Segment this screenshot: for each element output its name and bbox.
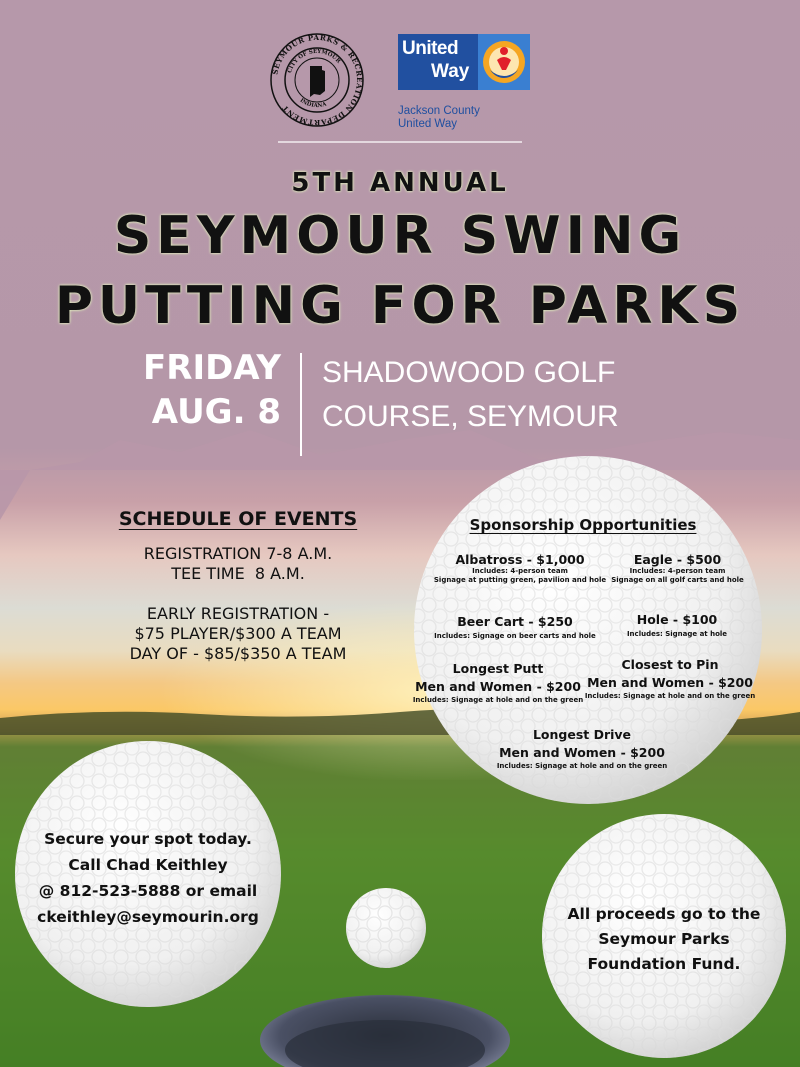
albatross-title: Albatross - $1,000 (455, 552, 585, 567)
albatross-signage: Signage at putting green, pavilion and hole (433, 576, 607, 584)
contact-phone[interactable]: @ 812-523-5888 or email (38, 882, 258, 900)
longest-putt-title: Longest Putt (452, 661, 544, 676)
schedule-registration: REGISTRATION 7-8 A.M. (143, 544, 333, 563)
longest-drive-title: Longest Drive (532, 727, 632, 742)
sponsor-longest-putt (412, 660, 584, 705)
closest-pin-title: Closest to Pin (621, 657, 719, 672)
seal-inner-top: CITY OF SEYMOUR (286, 48, 342, 74)
proceeds-line1: All proceeds go to the (567, 905, 761, 923)
schedule-section (60, 508, 416, 664)
united-way-wordmark-line2: Way (431, 61, 470, 82)
longest-putt-category: Men and Women - $200 (415, 679, 581, 694)
seal-inner-bottom: INDIANA (298, 97, 328, 110)
sponsor-closest-pin (584, 656, 756, 701)
indiana-state-icon (310, 66, 325, 97)
edition-label: 5TH ANNUAL (291, 168, 509, 198)
schedule-early-line1: EARLY REGISTRATION - (146, 604, 330, 623)
longest-drive-includes: Includes: Signage at hole and on the green (496, 762, 668, 770)
sponsor-albatross (430, 552, 610, 585)
sponsor-longest-drive (496, 726, 668, 771)
beer-cart-title: Beer Cart - $250 (457, 614, 573, 629)
beer-cart-includes: Includes: Signage on beer carts and hole (434, 632, 596, 640)
closest-pin-includes: Includes: Signage at hole and on the green (584, 692, 756, 700)
schedule-tee-time: TEE TIME 8 A.M. (171, 564, 305, 583)
helping-hand-icon (478, 34, 530, 90)
seymour-parks-logo (270, 33, 364, 127)
hole-includes: Includes: Signage at hole (626, 630, 728, 638)
schedule-day-of: DAY OF - $85/$350 A TEAM (129, 644, 347, 663)
seal-icon (270, 33, 364, 127)
hole-title: Hole - $100 (636, 612, 718, 627)
contact-line1: Secure your spot today. (44, 830, 252, 848)
title-line-1: SEYMOUR SWING (113, 206, 687, 266)
title-line-2: PUTTING FOR PARKS (54, 276, 746, 336)
eagle-signage: Signage on all golf carts and hole (611, 576, 744, 584)
contact-email[interactable]: ckeithley@seymourin.org (37, 908, 259, 926)
united-way-symbol-box (478, 34, 530, 90)
proceeds-note (548, 902, 780, 977)
albatross-includes: Includes: 4-person team (472, 567, 568, 575)
event-venue-line2: COURSE, SEYMOUR (322, 400, 619, 433)
contact-line2: Call Chad Keithley (68, 856, 228, 874)
proceeds-line3: Foundation Fund. (587, 955, 741, 973)
contact-info (20, 826, 276, 930)
schedule-early-line2: $75 PLAYER/$300 A TEAM (134, 624, 342, 643)
proceeds-line2: Seymour Parks (598, 930, 730, 948)
united-way-wordmark-line1: United (402, 38, 459, 59)
event-date: AUG. 8 (151, 392, 281, 432)
event-day: FRIDAY (143, 348, 281, 388)
schedule-heading: SCHEDULE OF EVENTS (118, 508, 358, 530)
seal-outer-text: SEYMOUR PARKS & RECREATION DEPARTMENT (270, 33, 364, 127)
united-way-logo (398, 34, 530, 90)
united-way-sub-line2: United Way (398, 118, 458, 130)
sponsor-hole (612, 612, 742, 639)
sponsor-beer-cart (420, 614, 610, 641)
longest-putt-includes: Includes: Signage at hole and on the green (412, 696, 584, 704)
sponsorship-heading: Sponsorship Opportunities (469, 516, 697, 534)
sponsor-eagle (610, 552, 745, 585)
united-way-wordmark-box (398, 34, 478, 90)
longest-drive-category: Men and Women - $200 (499, 745, 665, 760)
svg-text:INDIANA (299, 98, 328, 109)
event-venue-line1: SHADOWOOD GOLF (322, 356, 616, 389)
closest-pin-category: Men and Women - $200 (587, 675, 753, 690)
united-way-sub-line1: Jackson County (398, 105, 480, 117)
eagle-title: Eagle - $500 (633, 552, 722, 567)
eagle-includes: Includes: 4-person team (629, 567, 726, 575)
